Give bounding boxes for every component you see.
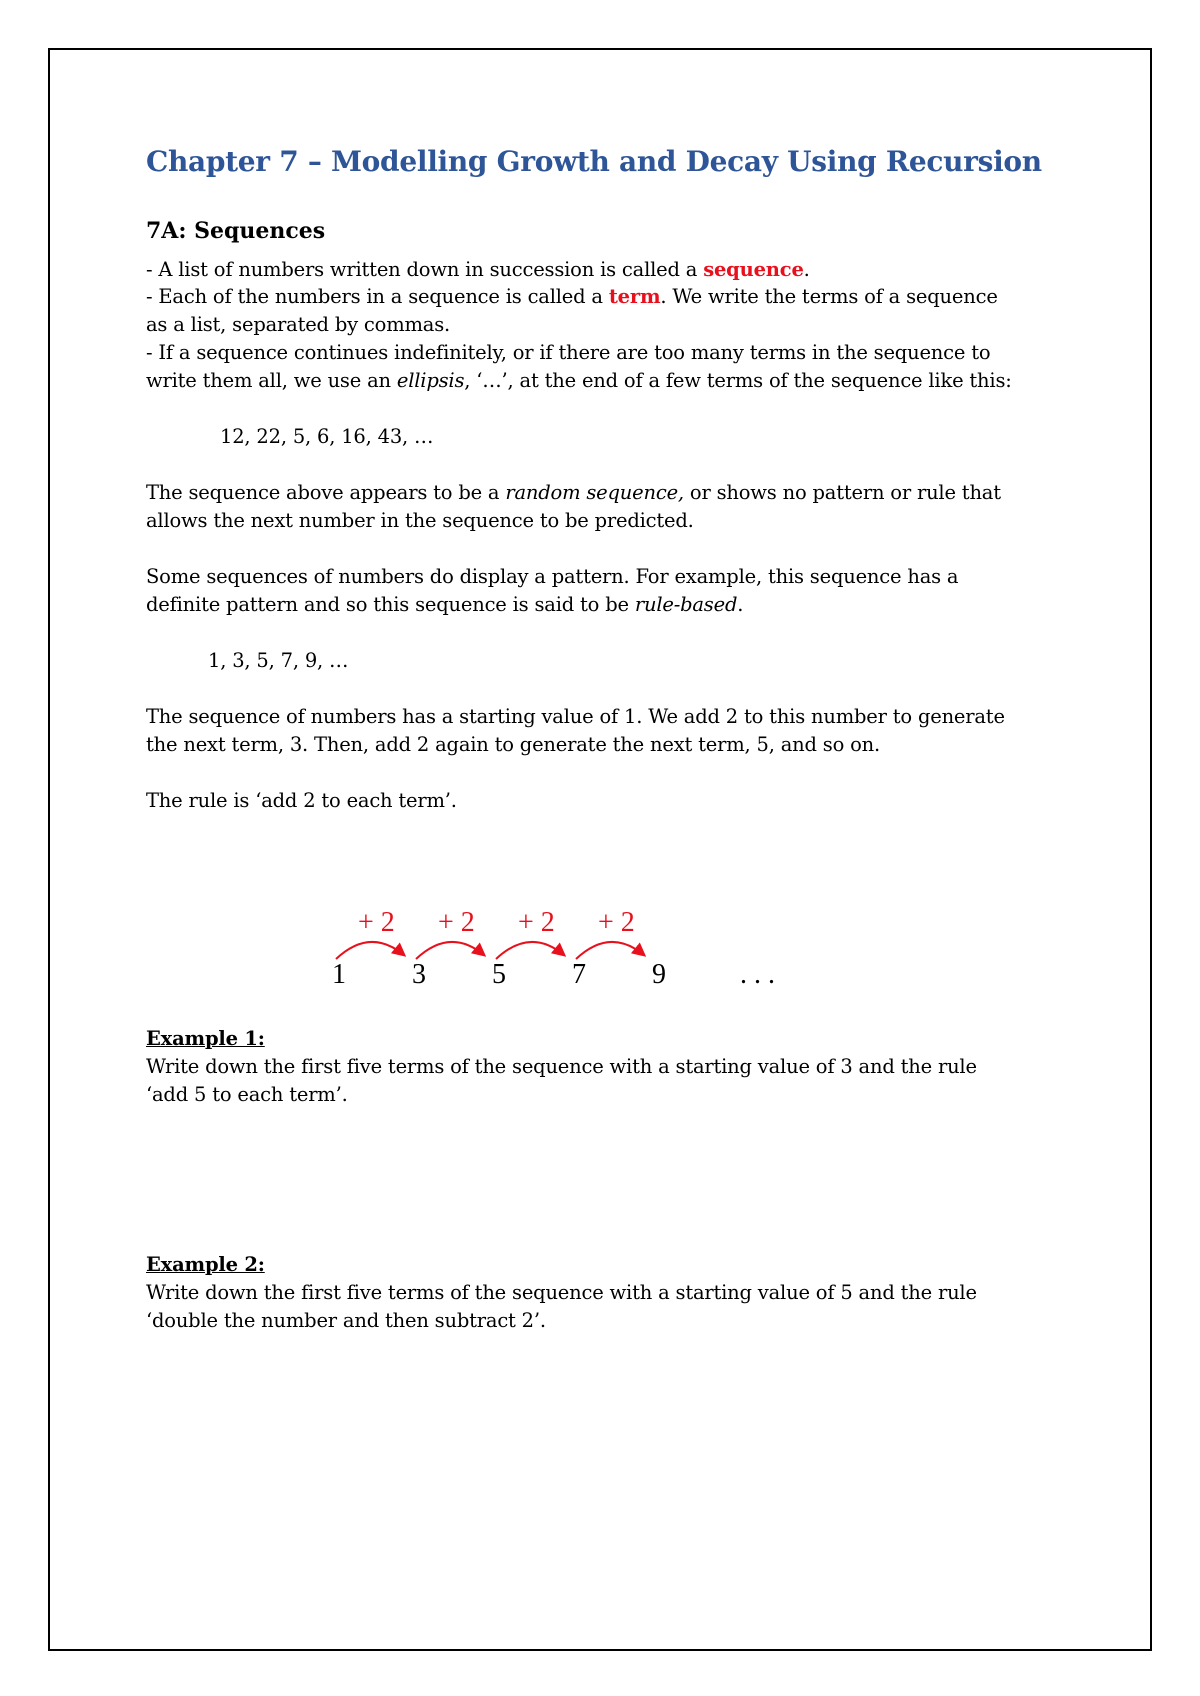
example2-line2: ‘double the number and then subtract 2’. [146,1309,546,1332]
sequence-step-arrow [576,942,644,959]
sequence-ellipsis: . . . [740,959,775,990]
example1-line2: ‘add 5 to each term’. [146,1083,348,1106]
bullet-ellipsis-line1: - If a sequence continues indefinitely, or if there are too many terms in the sequence to [146,341,991,364]
keyword-sequence: sequence [703,258,804,281]
rule-based-term: rule-based [634,593,738,616]
text: . [737,593,744,616]
random-sequence-term: random sequence, [505,481,684,504]
sequence-term: 9 [652,959,666,990]
rule-sequence-example: 1, 3, 5, 7, 9, … [208,649,349,672]
sequence-step-arrow [496,942,564,959]
sequence-step-label: + 2 [438,907,475,938]
example1-heading-text: Example 1: [146,1027,265,1050]
text: - Each of the numbers in a sequence is called a [146,285,609,308]
section-title: 7A: Sequences [146,218,326,244]
sequence-diagram-svg [330,895,800,1005]
example2-heading-text: Example 2: [146,1253,265,1276]
text: definite pattern and so this sequence is said to be [146,593,635,616]
sequence-term: 7 [572,959,586,990]
sequence-step-arrow [336,942,404,959]
bullet-ellipsis-line2 [146,367,1012,396]
rule-statement: The rule is ‘add 2 to each term’. [146,789,457,812]
example2-line1: Write down the first five terms of the sequence with a starting value of 5 and the rule [146,1281,977,1304]
sequence-diagram [330,895,800,1005]
text: The sequence above appears to be a [146,481,506,504]
sequence-step-label: + 2 [598,907,635,938]
starting-value-para-line1: The sequence of numbers has a starting value of 1. We add 2 to this number to generate [146,705,1005,728]
sequence-step-label: + 2 [518,907,555,938]
example1-heading [146,1025,265,1054]
chapter-title: Chapter 7 – Modelling Growth and Decay Using Recursion [146,145,1042,178]
sequence-term: 3 [412,959,426,990]
text: write them all, we use an [146,369,397,392]
keyword-term: term [608,285,661,308]
random-sequence-para-line2: allows the next number in the sequence to be predicted. [146,509,694,532]
starting-value-para-line2: the next term, 3. Then, add 2 again to generate the next term, 5, and so on. [146,733,881,756]
sequence-term: 5 [492,959,506,990]
bullet-term-definition-line2: as a list, separated by commas. [146,313,451,336]
example2-heading [146,1251,265,1280]
pattern-para-line1: Some sequences of numbers do display a pattern. For example, this sequence has a [146,565,959,588]
random-sequence-para-line1 [146,479,1001,508]
pattern-para-line2 [146,591,743,620]
sequence-step-arrow [416,942,484,959]
random-sequence-example: 12, 22, 5, 6, 16, 43, … [220,425,434,448]
sequence-step-label: + 2 [358,907,395,938]
bullet-term-definition [146,283,998,312]
text: . We write the terms of a sequence [660,285,998,308]
text: or shows no pattern or rule that [683,481,1001,504]
example1-line1: Write down the first five terms of the sequence with a starting value of 3 and the rule [146,1055,977,1078]
ellipsis-term: ellipsis [396,369,465,392]
sequence-term: 1 [332,959,346,990]
bullet-sequence-definition [146,256,810,285]
text: - A list of numbers written down in succession is called a [146,258,704,281]
text: , ‘…’, at the end of a few terms of the sequence like this: [464,369,1012,392]
text: . [803,258,810,281]
